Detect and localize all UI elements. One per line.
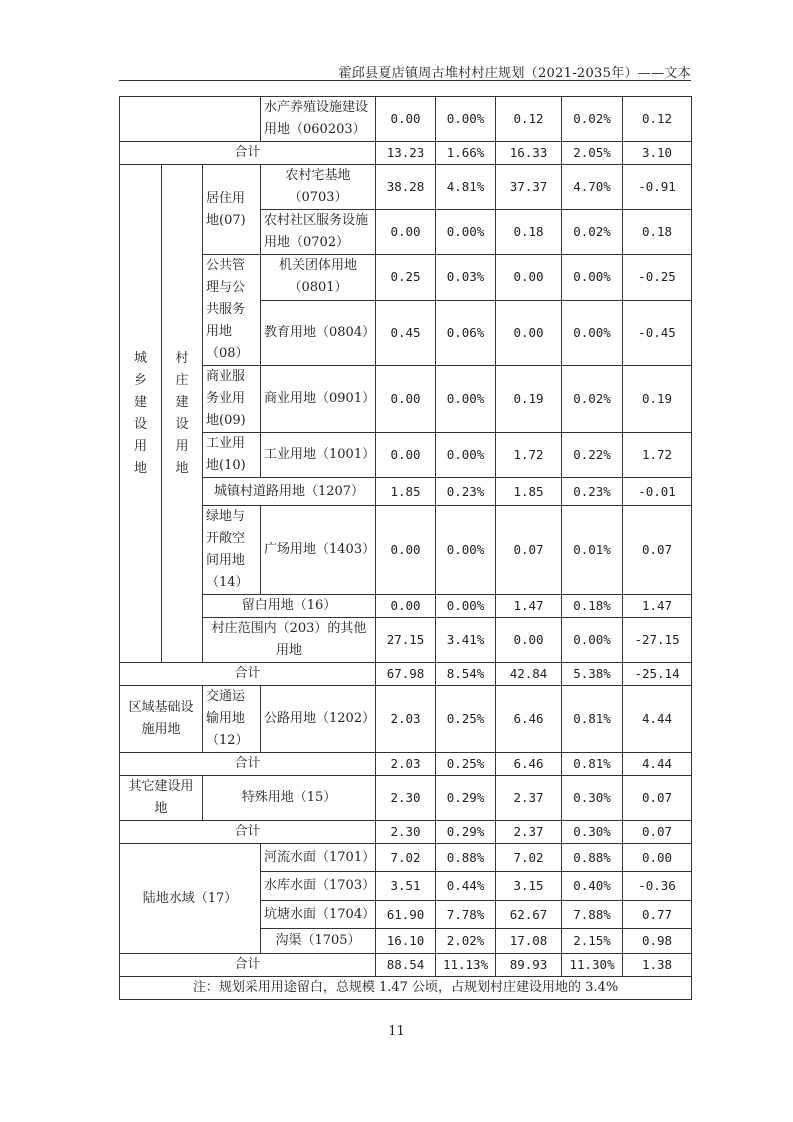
value-cell: 0.00% bbox=[562, 255, 623, 301]
value-cell: 0.07 bbox=[623, 776, 692, 821]
subtotal-row bbox=[120, 821, 692, 844]
value-cell: 0.00% bbox=[562, 618, 623, 663]
value-cell: -27.15 bbox=[623, 618, 692, 663]
row-label: 水库水面（1703） bbox=[261, 872, 376, 901]
group-green: 绿地与开敞空间用地（14） bbox=[203, 506, 261, 595]
group-commercial: 商业服务业用地(09) bbox=[203, 366, 261, 433]
row-label: 合计 bbox=[120, 821, 376, 844]
land-use-table bbox=[119, 96, 692, 1000]
value-cell: 0.30% bbox=[562, 821, 623, 844]
value-cell: 1.47 bbox=[496, 595, 562, 618]
value-cell: 11.30% bbox=[562, 954, 623, 977]
row-label: 合计 bbox=[120, 753, 376, 776]
value-cell: 0.88% bbox=[562, 844, 623, 872]
value-cell: 0.00% bbox=[436, 366, 496, 433]
subtotal-row bbox=[120, 954, 692, 977]
group-water: 陆地水域（17） bbox=[120, 844, 261, 954]
value-cell: 2.03 bbox=[376, 686, 436, 753]
value-cell: 0.45 bbox=[376, 300, 436, 365]
value-cell: 1.72 bbox=[496, 433, 562, 478]
value-cell: 0.00 bbox=[376, 433, 436, 478]
page-number: 11 bbox=[388, 1024, 405, 1039]
value-cell: 0.00 bbox=[376, 210, 436, 255]
row-label: 河流水面（1701） bbox=[261, 844, 376, 872]
group-other-construction: 其它建设用地 bbox=[120, 776, 203, 821]
value-cell: 0.23% bbox=[562, 478, 623, 506]
value-cell: -0.91 bbox=[623, 165, 692, 210]
row-label: 合计 bbox=[120, 142, 376, 165]
group-village: 村庄建设用地 bbox=[162, 165, 203, 663]
row-label: 工业用地（1001） bbox=[261, 433, 376, 478]
empty-cell bbox=[120, 97, 261, 142]
row-label: 广场用地（1403） bbox=[261, 506, 376, 595]
value-cell: 7.78% bbox=[436, 901, 496, 929]
value-cell: 1.38 bbox=[623, 954, 692, 977]
table-row bbox=[120, 595, 692, 618]
group-urban-rural: 城乡建设用地 bbox=[120, 165, 162, 663]
value-cell: 2.30 bbox=[376, 776, 436, 821]
table-row bbox=[120, 844, 692, 872]
value-cell: 0.18% bbox=[562, 595, 623, 618]
subtotal-row bbox=[120, 753, 692, 776]
table-row bbox=[120, 478, 692, 506]
row-label: 沟渠（1705） bbox=[261, 929, 376, 954]
value-cell: 0.25% bbox=[436, 686, 496, 753]
table-row bbox=[120, 506, 692, 595]
value-cell: 0.30% bbox=[562, 776, 623, 821]
value-cell: 0.00 bbox=[376, 97, 436, 142]
row-label: 水产养殖设施建设用地（060203） bbox=[261, 97, 376, 142]
value-cell: 7.88% bbox=[562, 901, 623, 929]
row-label: 商业用地（0901） bbox=[261, 366, 376, 433]
value-cell: 0.88% bbox=[436, 844, 496, 872]
value-cell: 3.15 bbox=[496, 872, 562, 901]
value-cell: 4.44 bbox=[623, 753, 692, 776]
value-cell: 3.51 bbox=[376, 872, 436, 901]
table-note: 注：规划采用用途留白，总规模 1.47 公顷，占规划村庄建设用地的 3.4% bbox=[120, 977, 692, 1000]
value-cell: 5.38% bbox=[562, 663, 623, 686]
group-public: 公共管理与公共服务用地（08） bbox=[203, 255, 261, 366]
value-cell: 4.70% bbox=[562, 165, 623, 210]
value-cell: 0.77 bbox=[623, 901, 692, 929]
value-cell: 0.81% bbox=[562, 686, 623, 753]
value-cell: 0.00 bbox=[376, 366, 436, 433]
value-cell: 1.85 bbox=[376, 478, 436, 506]
value-cell: 0.19 bbox=[623, 366, 692, 433]
row-label: 特殊用地（15） bbox=[203, 776, 376, 821]
value-cell: 16.33 bbox=[496, 142, 562, 165]
row-label: 村庄范围内（203）的其他用地 bbox=[203, 618, 376, 663]
row-label: 留白用地（16） bbox=[203, 595, 376, 618]
value-cell: 0.12 bbox=[496, 97, 562, 142]
table-row bbox=[120, 776, 692, 821]
value-cell: 2.30 bbox=[376, 821, 436, 844]
value-cell: 1.85 bbox=[496, 478, 562, 506]
value-cell: 2.37 bbox=[496, 821, 562, 844]
value-cell: 0.23% bbox=[436, 478, 496, 506]
value-cell: 0.98 bbox=[623, 929, 692, 954]
value-cell: 0.00 bbox=[623, 844, 692, 872]
row-label: 教育用地（0804） bbox=[261, 300, 376, 365]
value-cell: 0.29% bbox=[436, 776, 496, 821]
value-cell: 37.37 bbox=[496, 165, 562, 210]
value-cell: -0.45 bbox=[623, 300, 692, 365]
value-cell: 6.46 bbox=[496, 686, 562, 753]
value-cell: 0.00 bbox=[496, 255, 562, 301]
value-cell: 0.07 bbox=[496, 506, 562, 595]
value-cell: 0.02% bbox=[562, 210, 623, 255]
value-cell: 67.98 bbox=[376, 663, 436, 686]
value-cell: 4.44 bbox=[623, 686, 692, 753]
value-cell: -0.25 bbox=[623, 255, 692, 301]
value-cell: 0.22% bbox=[562, 433, 623, 478]
value-cell: 0.18 bbox=[623, 210, 692, 255]
value-cell: 2.15% bbox=[562, 929, 623, 954]
row-label: 城镇村道路用地（1207） bbox=[203, 478, 376, 506]
value-cell: 1.47 bbox=[623, 595, 692, 618]
table-row bbox=[120, 255, 692, 301]
value-cell: 0.18 bbox=[496, 210, 562, 255]
value-cell: -0.36 bbox=[623, 872, 692, 901]
value-cell: 38.28 bbox=[376, 165, 436, 210]
value-cell: 0.25% bbox=[436, 753, 496, 776]
value-cell: 2.05% bbox=[562, 142, 623, 165]
subtotal-row bbox=[120, 142, 692, 165]
value-cell: 27.15 bbox=[376, 618, 436, 663]
value-cell: 0.12 bbox=[623, 97, 692, 142]
value-cell: 61.90 bbox=[376, 901, 436, 929]
group-regional: 区域基础设施用地 bbox=[120, 686, 203, 753]
value-cell: 88.54 bbox=[376, 954, 436, 977]
row-label: 农村宅基地（0703） bbox=[261, 165, 376, 210]
value-cell: 2.37 bbox=[496, 776, 562, 821]
value-cell: 0.01% bbox=[562, 506, 623, 595]
value-cell: 0.00 bbox=[496, 618, 562, 663]
value-cell: 89.93 bbox=[496, 954, 562, 977]
value-cell: 11.13% bbox=[436, 954, 496, 977]
table-row bbox=[120, 97, 692, 142]
row-label: 农村社区服务设施用地（0702） bbox=[261, 210, 376, 255]
value-cell: 0.00% bbox=[436, 210, 496, 255]
value-cell: 1.72 bbox=[623, 433, 692, 478]
value-cell: 0.00% bbox=[436, 506, 496, 595]
table-row bbox=[120, 433, 692, 478]
value-cell: 7.02 bbox=[376, 844, 436, 872]
header-divider bbox=[119, 80, 691, 81]
row-label: 合计 bbox=[120, 954, 376, 977]
table-row bbox=[120, 686, 692, 753]
value-cell: 0.19 bbox=[496, 366, 562, 433]
value-cell: 0.00 bbox=[376, 595, 436, 618]
value-cell: 0.00 bbox=[496, 300, 562, 365]
value-cell: 0.00% bbox=[436, 97, 496, 142]
value-cell: 42.84 bbox=[496, 663, 562, 686]
running-header: 霍邱县夏店镇周古堆村村庄规划（2021-2035年）——文本 bbox=[338, 66, 691, 81]
group-industrial: 工业用地(10) bbox=[203, 433, 261, 478]
table-row bbox=[120, 165, 692, 210]
value-cell: 0.81% bbox=[562, 753, 623, 776]
value-cell: 0.06% bbox=[436, 300, 496, 365]
group-transport: 交通运输用地（12） bbox=[203, 686, 261, 753]
value-cell: 0.44% bbox=[436, 872, 496, 901]
table-row bbox=[120, 366, 692, 433]
value-cell: 0.40% bbox=[562, 872, 623, 901]
subtotal-row bbox=[120, 663, 692, 686]
value-cell: 0.00% bbox=[436, 595, 496, 618]
value-cell: 2.02% bbox=[436, 929, 496, 954]
value-cell: 0.00% bbox=[562, 300, 623, 365]
value-cell: 0.07 bbox=[623, 506, 692, 595]
value-cell: 0.29% bbox=[436, 821, 496, 844]
row-label: 机关团体用地（0801） bbox=[261, 255, 376, 301]
value-cell: 0.02% bbox=[562, 97, 623, 142]
value-cell: 17.08 bbox=[496, 929, 562, 954]
value-cell: 62.67 bbox=[496, 901, 562, 929]
value-cell: -25.14 bbox=[623, 663, 692, 686]
value-cell: 0.02% bbox=[562, 366, 623, 433]
value-cell: 13.23 bbox=[376, 142, 436, 165]
value-cell: 0.03% bbox=[436, 255, 496, 301]
group-residential: 居住用地(07) bbox=[203, 165, 261, 255]
value-cell: 0.07 bbox=[623, 821, 692, 844]
value-cell: 1.66% bbox=[436, 142, 496, 165]
value-cell: 4.81% bbox=[436, 165, 496, 210]
row-label: 坑塘水面（1704） bbox=[261, 901, 376, 929]
value-cell: -0.01 bbox=[623, 478, 692, 506]
value-cell: 3.10 bbox=[623, 142, 692, 165]
value-cell: 2.03 bbox=[376, 753, 436, 776]
value-cell: 3.41% bbox=[436, 618, 496, 663]
row-label: 公路用地（1202） bbox=[261, 686, 376, 753]
value-cell: 7.02 bbox=[496, 844, 562, 872]
value-cell: 0.25 bbox=[376, 255, 436, 301]
note-row bbox=[120, 977, 692, 1000]
value-cell: 8.54% bbox=[436, 663, 496, 686]
value-cell: 0.00 bbox=[376, 506, 436, 595]
value-cell: 16.10 bbox=[376, 929, 436, 954]
value-cell: 0.00% bbox=[436, 433, 496, 478]
row-label: 合计 bbox=[120, 663, 376, 686]
value-cell: 6.46 bbox=[496, 753, 562, 776]
table-row bbox=[120, 618, 692, 663]
